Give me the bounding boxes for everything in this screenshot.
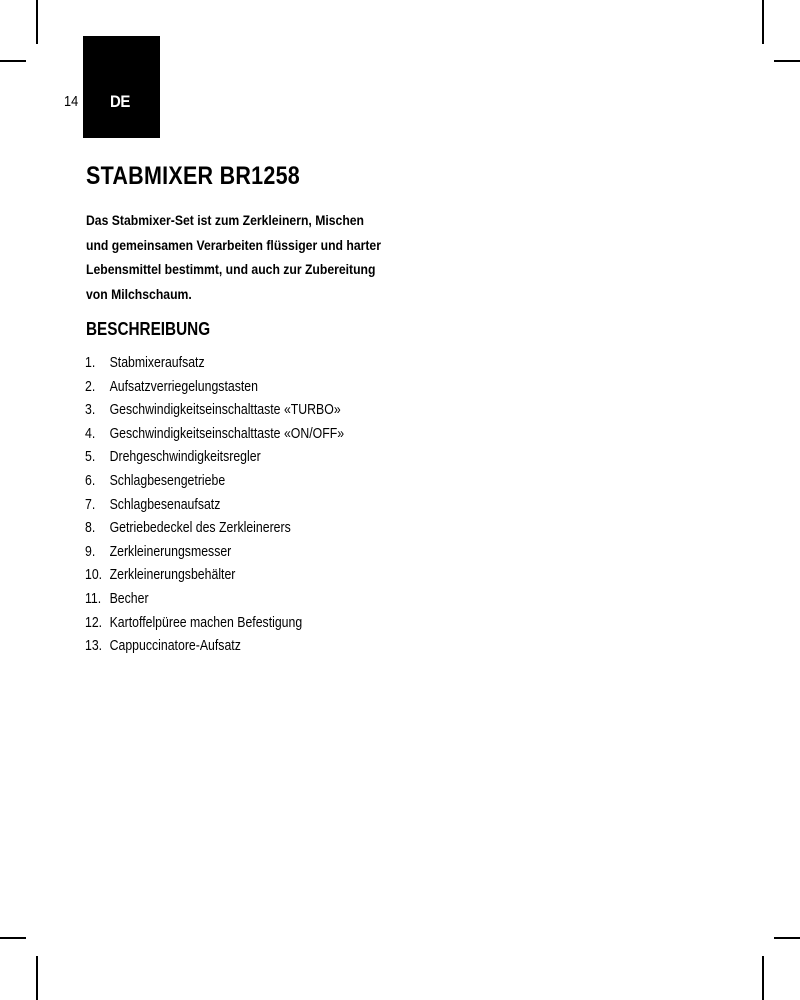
item-label: Zerkleinerungsmesser: [109, 542, 232, 560]
list-item: [85, 398, 344, 422]
item-label: Schlagbesenaufsatz: [109, 495, 221, 513]
item-number: 5.: [85, 448, 96, 466]
item-label: Kartoffelpüree machen Befestigung: [109, 613, 303, 631]
crop-mark-top-right-horizontal: [774, 60, 800, 62]
crop-mark-bottom-right-horizontal: [774, 937, 800, 939]
list-item: [85, 540, 344, 564]
item-number: 7.: [85, 495, 96, 513]
item-number: 8.: [85, 519, 96, 537]
item-label: Getriebedeckel des Zerkleinerers: [109, 519, 291, 537]
language-code: DE: [110, 92, 130, 111]
parts-list: [85, 351, 344, 658]
page-number: 14: [64, 93, 79, 110]
item-label: Cappuccinatore-Aufsatz: [109, 637, 241, 655]
item-label: Schlagbesengetriebe: [109, 471, 226, 489]
item-number: 1.: [85, 354, 96, 371]
intro-line: von Milchschaum.: [86, 286, 192, 303]
list-item: [85, 611, 344, 635]
list-item: [85, 587, 344, 611]
list-item: [85, 445, 344, 469]
intro-line: Lebensmittel bestimmt, und auch zur Zubereitung: [86, 262, 376, 278]
list-item: [85, 493, 344, 517]
crop-mark-top-left-vertical: [36, 0, 38, 44]
language-tab: [83, 36, 160, 138]
list-item: [85, 634, 344, 658]
item-number: 6.: [85, 471, 96, 489]
list-item: [85, 563, 344, 587]
crop-mark-bottom-left-vertical: [36, 956, 38, 1000]
item-label: Aufsatzverriegelungstasten: [109, 377, 258, 395]
crop-mark-bottom-left-horizontal: [0, 937, 26, 939]
intro-line: und gemeinsamen Verarbeiten flüssiger und harter: [86, 237, 381, 254]
list-item: [85, 516, 344, 540]
intro-paragraph: [86, 209, 396, 307]
item-number: 12.: [85, 613, 103, 631]
list-item: [85, 469, 344, 493]
item-label: Drehgeschwindigkeitsregler: [109, 448, 261, 466]
document-title: STABMIXER BR1258: [86, 162, 301, 190]
item-label: Geschwindigkeitseinschalttaste «ON/OFF»: [109, 424, 345, 442]
item-number: 10.: [85, 566, 103, 584]
crop-mark-top-right-vertical: [762, 0, 764, 44]
item-number: 13.: [85, 637, 103, 655]
item-number: 11.: [85, 589, 102, 607]
item-number: 2.: [85, 377, 96, 395]
section-heading-description: BESCHREIBUNG: [86, 319, 211, 339]
item-label: Zerkleinerungsbehälter: [109, 566, 236, 584]
item-number: 9.: [85, 542, 96, 560]
item-label: Stabmixeraufsatz: [109, 354, 205, 371]
list-item: [85, 375, 344, 399]
list-item: [85, 422, 344, 446]
item-number: 4.: [85, 424, 96, 442]
item-number: 3.: [85, 401, 96, 419]
list-item: [85, 351, 344, 375]
crop-mark-top-left-horizontal: [0, 60, 26, 62]
intro-line: Das Stabmixer-Set ist zum Zerkleinern, Mischen: [86, 213, 365, 229]
crop-mark-bottom-right-vertical: [762, 956, 764, 1000]
item-label: Becher: [109, 589, 149, 607]
item-label: Geschwindigkeitseinschalttaste «TURBO»: [109, 401, 341, 419]
